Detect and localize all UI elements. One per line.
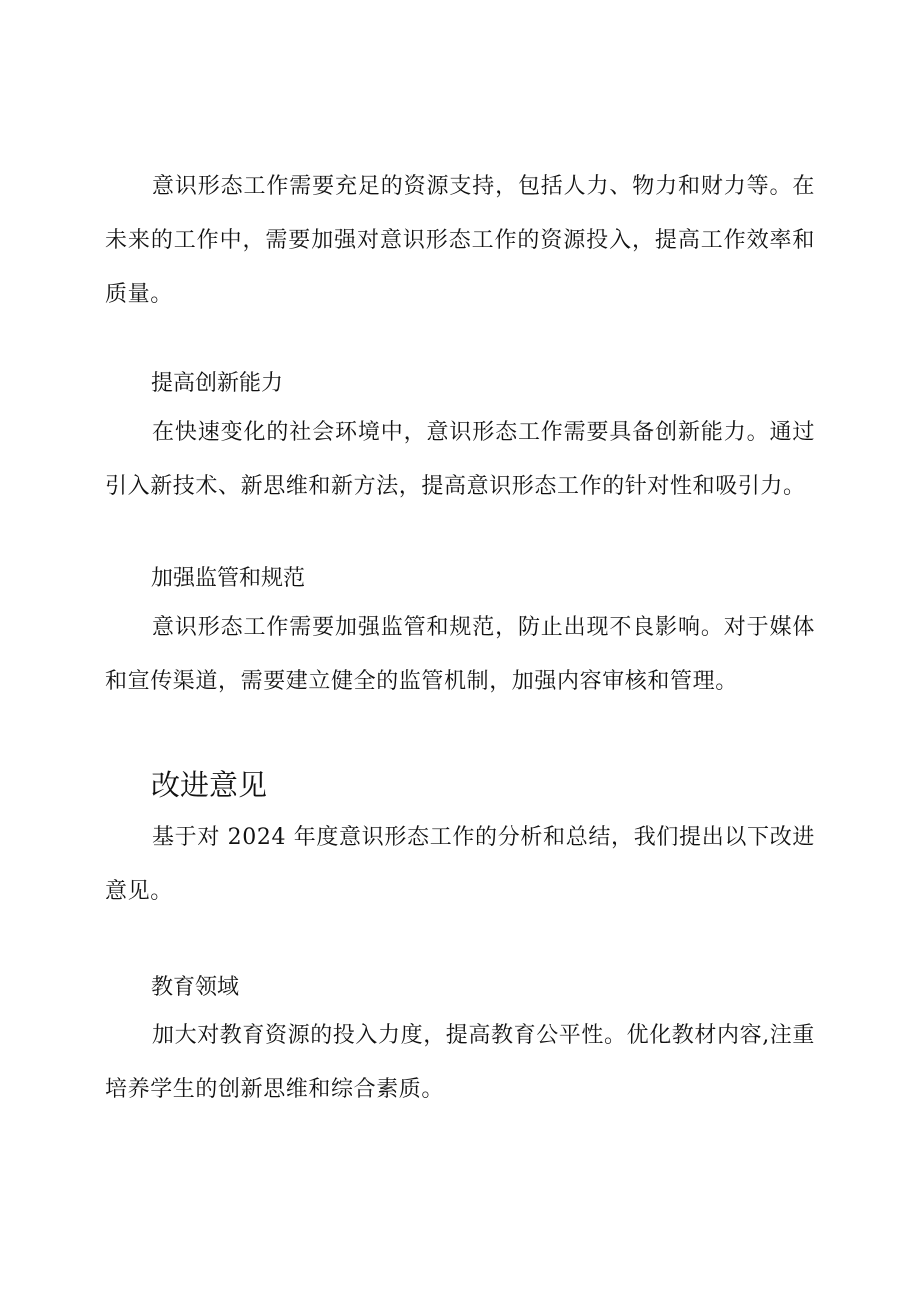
chapter-paragraph-improvement: 基于对 2024 年度意识形态工作的分析和总结，我们提出以下改进意见。 <box>105 825 815 904</box>
section-paragraph-supervision: 意识形态工作需要加强监管和规范，防止出现不良影响。对于媒体和宣传渠道，需要建立健全的监管机制，加强内容审核和管理。 <box>105 615 815 694</box>
section-paragraph-innovation: 在快速变化的社会环境中，意识形态工作需要具备创新能力。通过引入新技术、新思维和新方法，提高意识形态工作的针对性和吸引力。 <box>105 420 815 499</box>
chapter-heading-improvement: 改进意见 <box>151 768 268 802</box>
subsection-heading-education: 教育领域 <box>151 975 240 1000</box>
intro-paragraph: 意识形态工作需要充足的资源支持，包括人力、物力和财力等。在未来的工作中，需要加强对意识形态工作的资源投入，提高工作效率和质量。 <box>105 174 815 307</box>
section-heading-innovation: 提高创新能力 <box>151 371 284 396</box>
section-heading-supervision: 加强监管和规范 <box>151 566 306 591</box>
subsection-paragraph-education: 加大对教育资源的投入力度，提高教育公平性。优化教材内容,注重培养学生的创新思维和综合素质。 <box>105 1023 815 1102</box>
